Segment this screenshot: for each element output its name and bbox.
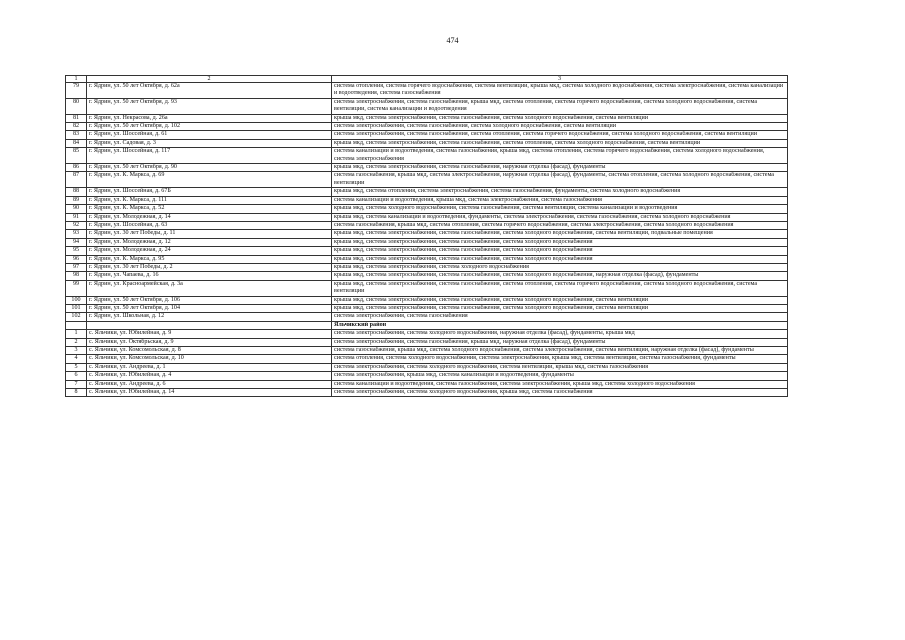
table-header-row <box>66 76 788 83</box>
works-cell: система канализации и водоотведения, крыша мкд, система электроснабжения, система газоснабжения <box>332 196 788 204</box>
row-number-cell: 81 <box>66 114 87 122</box>
address-cell: г. Ядрин, ул. Красноармейская, д. 3а <box>87 280 332 296</box>
address-cell: г. Ядрин, ул. 30 лет Победы, д. 2 <box>87 263 332 271</box>
address-cell: с. Яльчики, ул. Комсомольская, д. 8 <box>87 347 332 355</box>
address-cell: г. Ядрин, ул. Шоссейная, д. 63 <box>87 221 332 229</box>
row-number-cell: 99 <box>66 280 87 296</box>
address-cell: г. Ядрин, ул. 50 лет Октября, д. 102 <box>87 123 332 131</box>
row-number-cell: 93 <box>66 230 87 238</box>
table-row <box>66 230 788 238</box>
address-cell: г. Ядрин, ул. 30 лет Победы, д. 11 <box>87 230 332 238</box>
address-cell: с. Яльчики, ул. Юбилейная, д. 9 <box>87 330 332 338</box>
table-row <box>66 313 788 321</box>
works-cell: система канализации и водоотведения, система газоснабжения, система электроснабжения, крыша мкд, система холодного водоснабжения <box>332 380 788 388</box>
address-cell: г. Ядрин, ул. Молодежная, д. 24 <box>87 247 332 255</box>
row-number-cell: 5 <box>66 363 87 371</box>
works-cell: крыша мкд, система электроснабжения, система газоснабжения, система холодного водоснабжения, система вентиляции, подвальные помещения <box>332 230 788 238</box>
address-cell: г. Ядрин, ул. Чапаева, д. 16 <box>87 272 332 280</box>
works-cell: система электроснабжения, система холодного водоснабжения, наружная отделка (фасад), фундаменты, крыша мкд <box>332 330 788 338</box>
empty-cell <box>66 321 87 329</box>
works-cell: крыша мкд, система электроснабжения, система газоснабжения, система отопления, система холодного водоснабжения, система вентиляции <box>332 139 788 147</box>
address-cell: с. Яльчики, ул. Андреева, д. 1 <box>87 363 332 371</box>
works-cell: система электроснабжения, система холодного водоснабжения, крыша мкд, система газоснабжения <box>332 389 788 397</box>
address-cell: г. Ядрин, ул. 50 лет Октября, д. 62а <box>87 83 332 99</box>
row-number-cell: 92 <box>66 221 87 229</box>
row-number-cell: 83 <box>66 131 87 139</box>
row-number-cell: 100 <box>66 296 87 304</box>
row-number-cell: 88 <box>66 188 87 196</box>
table-row <box>66 363 788 371</box>
works-cell: система газоснабжения, крыша мкд, система холодного водоснабжения, система электроснабжения, система вентиляции, наружная отделка (фасад), фундаменты <box>332 347 788 355</box>
table-row <box>66 123 788 131</box>
table-row <box>66 196 788 204</box>
row-number-cell: 80 <box>66 98 87 114</box>
address-cell: г. Ядрин, ул. 50 лет Октября, д. 104 <box>87 304 332 312</box>
table-row <box>66 372 788 380</box>
works-cell: крыша мкд, система электроснабжения, система газоснабжения, система холодного водоснабжения, система вентиляции <box>332 296 788 304</box>
row-number-cell: 90 <box>66 205 87 213</box>
table-row <box>66 304 788 312</box>
row-number-cell: 101 <box>66 304 87 312</box>
table-row <box>66 213 788 221</box>
row-number-cell: 97 <box>66 263 87 271</box>
page-number: 474 <box>446 36 459 45</box>
works-cell: крыша мкд, система электроснабжения, система холодного водоснабжения <box>332 263 788 271</box>
row-number-cell: 6 <box>66 372 87 380</box>
works-table <box>65 75 788 397</box>
works-cell: система газоснабжения, крыша мкд, система электроснабжения, наружная отделка (фасад), фундаменты, система отопления, система холодного водоснабжения, система вентиляции <box>332 172 788 188</box>
address-cell: г. Ядрин, ул. К. Маркса, д. 52 <box>87 205 332 213</box>
empty-cell <box>87 321 332 329</box>
address-cell: г. Ядрин, ул. Шоссейная, д. 117 <box>87 148 332 164</box>
address-cell: г. Ядрин, ул. К. Маркса, д. 69 <box>87 172 332 188</box>
table-row <box>66 172 788 188</box>
row-number-cell: 96 <box>66 255 87 263</box>
row-number-cell: 4 <box>66 355 87 363</box>
table-row <box>66 114 788 122</box>
address-cell: с. Яльчики, ул. Андреева, д. 6 <box>87 380 332 388</box>
works-cell: крыша мкд, система канализации и водоотведения, фундаменты, система электроснабжения, система газоснабжения, система холодного водоснабжения <box>332 213 788 221</box>
works-cell: крыша мкд, система электроснабжения, система газоснабжения, система холодного водоснабжения, наружная отделка (фасад), фундаменты <box>332 272 788 280</box>
works-cell: система отопления, система холодного водоснабжения, система электроснабжения, крыша мкд, система вентиляции, система газоснабжения, фундаменты <box>332 355 788 363</box>
table-row <box>66 83 788 99</box>
works-cell: крыша мкд, система электроснабжения, система газоснабжения, система холодного водоснабжения, система вентиляции <box>332 304 788 312</box>
table-row <box>66 247 788 255</box>
table-row <box>66 280 788 296</box>
address-cell: г. Ядрин, ул. К. Маркса, д. 95 <box>87 255 332 263</box>
table-row <box>66 205 788 213</box>
address-cell: г. Ядрин, ул. Некрасова, д. 26а <box>87 114 332 122</box>
row-number-cell: 87 <box>66 172 87 188</box>
address-cell: г. Ядрин, ул. Молодежная, д. 14 <box>87 213 332 221</box>
row-number-cell: 84 <box>66 139 87 147</box>
row-number-cell: 2 <box>66 338 87 346</box>
table-row <box>66 347 788 355</box>
district-heading-row <box>66 321 788 329</box>
address-cell: г. Ядрин, ул. 50 лет Октября, д. 106 <box>87 296 332 304</box>
row-number-cell: 79 <box>66 83 87 99</box>
table-row <box>66 389 788 397</box>
row-number-cell: 89 <box>66 196 87 204</box>
address-cell: г. Ядрин, ул. К. Маркса, д. 111 <box>87 196 332 204</box>
row-number-cell: 7 <box>66 380 87 388</box>
works-cell: крыша мкд, система холодного водоснабжения, система газоснабжения, система вентиляции, система канализации и водоотведения <box>332 205 788 213</box>
works-cell: крыша мкд, система электроснабжения, система газоснабжения, система отопления, система горячего водоснабжения, система холодного водоснабжения, система вентиляции <box>332 280 788 296</box>
works-cell: система электроснабжения, система холодного водоснабжения, система вентиляции, крыша мкд, система газоснабжения <box>332 363 788 371</box>
table-row <box>66 139 788 147</box>
table-row <box>66 380 788 388</box>
table-row <box>66 255 788 263</box>
address-cell: с. Яльчики, ул. Октябрьская, д. 9 <box>87 338 332 346</box>
works-cell: крыша мкд, система отопления, система электроснабжения, система газоснабжения, фундаменты, система холодного водоснабжения <box>332 188 788 196</box>
works-cell: крыша мкд, система электроснабжения, система газоснабжения, система холодного водоснабжения, система вентиляции <box>332 114 788 122</box>
table-row <box>66 221 788 229</box>
table-body <box>66 76 788 397</box>
address-cell: г. Ядрин, ул. Садовая, д. 3 <box>87 139 332 147</box>
works-cell: крыша мкд, система электроснабжения, система газоснабжения, система холодного водоснабжения <box>332 255 788 263</box>
table-row <box>66 164 788 172</box>
header-cell-address: 2 <box>87 76 332 83</box>
district-heading: Яльчикский район <box>332 321 788 329</box>
table-row <box>66 263 788 271</box>
address-cell: г. Ядрин, ул. 50 лет Октября, д. 93 <box>87 98 332 114</box>
row-number-cell: 8 <box>66 389 87 397</box>
works-cell: система электроснабжения, система газоснабжения, система отопления, система горячего водоснабжения, система холодного водоснабжения, система вентиляции <box>332 131 788 139</box>
works-cell: система электроснабжения, система газоснабжения, система холодного водоснабжения, система вентиляции <box>332 123 788 131</box>
row-number-cell: 102 <box>66 313 87 321</box>
works-cell: крыша мкд, система электроснабжения, система газоснабжения, система холодного водоснабжения <box>332 247 788 255</box>
header-cell-number: 1 <box>66 76 87 83</box>
table-row <box>66 188 788 196</box>
table-row <box>66 296 788 304</box>
address-cell: г. Ядрин, ул. Шоссейная, д. 61 <box>87 131 332 139</box>
header-cell-works: 3 <box>332 76 788 83</box>
works-cell: система газоснабжения, крыша мкд, система отопления, система горячего водоснабжения, система электроснабжения, система холодного водоснабжения <box>332 221 788 229</box>
table-row <box>66 355 788 363</box>
table-row <box>66 148 788 164</box>
works-cell: система электроснабжения, система газоснабжения, крыша мкд, наружная отделка (фасад), фундаменты <box>332 338 788 346</box>
address-cell: г. Ядрин, ул. Молодежная, д. 12 <box>87 238 332 246</box>
row-number-cell: 94 <box>66 238 87 246</box>
address-cell: г. Ядрин, ул. Школьная, д. 12 <box>87 313 332 321</box>
row-number-cell: 98 <box>66 272 87 280</box>
address-cell: г. Ядрин, ул. Шоссейная, д. 67Б <box>87 188 332 196</box>
works-cell: система электроснабжения, система газоснабжения <box>332 313 788 321</box>
works-cell: крыша мкд, система электроснабжения, система газоснабжения, система холодного водоснабжения <box>332 238 788 246</box>
table-row <box>66 338 788 346</box>
works-cell: система отопления, система горячего водоснабжения, система вентиляции, крыша мкд, система холодного водоснабжения, система электроснабжения, система канализации и водоотведения, система газоснабжения <box>332 83 788 99</box>
row-number-cell: 85 <box>66 148 87 164</box>
address-cell: г. Ядрин, ул. 50 лет Октября, д. 90 <box>87 164 332 172</box>
row-number-cell: 91 <box>66 213 87 221</box>
table-row <box>66 238 788 246</box>
table-row <box>66 330 788 338</box>
table-row <box>66 272 788 280</box>
works-cell: система электроснабжения, крыша мкд, система канализации и водоотведения, фундаменты <box>332 372 788 380</box>
row-number-cell: 3 <box>66 347 87 355</box>
works-cell: крыша мкд, система электроснабжения, система газоснабжения, наружная отделка (фасад), фундаменты <box>332 164 788 172</box>
address-cell: с. Яльчики, ул. Юбилейная, д. 4 <box>87 372 332 380</box>
works-cell: система канализации и водоотведения, система газоснабжения, крыша мкд, система отопления, система горячего водоснабжения, система холодного водоснабжения, система электроснабжения <box>332 148 788 164</box>
row-number-cell: 1 <box>66 330 87 338</box>
address-cell: с. Яльчики, ул. Комсомольская, д. 10 <box>87 355 332 363</box>
works-cell: система электроснабжения, система газоснабжения, крыша мкд, система отопления, система горячего водоснабжения, система холодного водоснабжения, система вентиляции, система канализации и водоотведения <box>332 98 788 114</box>
table-row <box>66 98 788 114</box>
table-row <box>66 131 788 139</box>
address-cell: с. Яльчики, ул. Юбилейная, д. 14 <box>87 389 332 397</box>
row-number-cell: 86 <box>66 164 87 172</box>
row-number-cell: 95 <box>66 247 87 255</box>
row-number-cell: 82 <box>66 123 87 131</box>
